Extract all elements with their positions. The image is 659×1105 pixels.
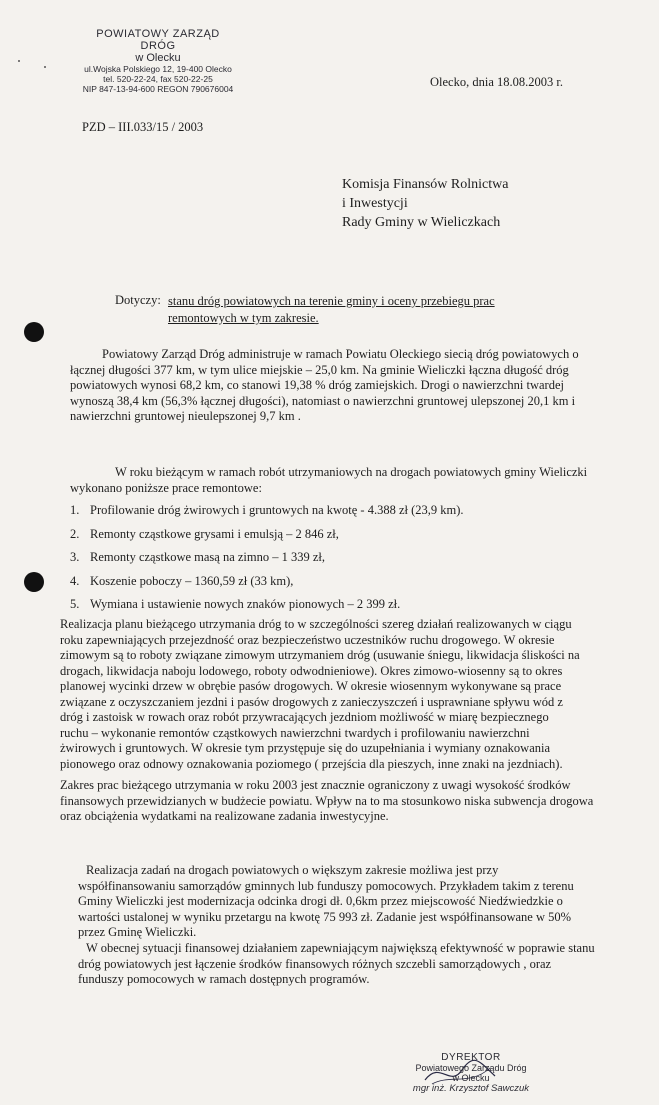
list-item: 4. Koszenie poboczy – 1360,59 zł (33 km), [70,573,294,588]
paper-speck [18,60,20,62]
recipient-line: Komisja Finansów Rolnictwa [342,177,509,192]
subject-text [168,293,548,327]
recipient-line: i Inwestycji [342,196,408,211]
paragraph: W roku bieżącym w ramach robót utrzymaniowych na drogach powiatowych gminy Wieliczki wykonano poniższe prace remontowe: [70,465,588,495]
stamp-line: ul.Wojska Polskiego 12, 19-400 Olecko [84,64,232,74]
letter-date: Olecko, dnia 18.08.2003 r. [430,75,563,89]
paragraph: Powiatowy Zarząd Dróg administruje w ramach Powiatu Oleckiego siecią dróg powiatowych o łącznej długości 377 km, w tym ulice miejskie – 25,0 km. Na gminie Wieliczki łączna długość dróg powiatowych wynosi 68,2 km, co stanowi 19,38 % dróg zamiejskich. Drogi o nawierzchni twardej wynoszą 38,4 km (56,3% łącznej długości), natomiast o nawierzchni gruntowej ulepszonej 20,1 km i nawierzchni gruntowej nieulepszonej 9,7 km . [70,347,579,423]
signature-line: DYREKTOR [441,1052,501,1063]
subject-line: remontowych w tym zakresie. [168,311,319,325]
punch-hole [24,322,44,342]
list-item: 5. Wymiana i ustawienie nowych znaków pionowych – 2 399 zł. [70,597,401,611]
signature-stamp [396,1052,546,1094]
paper-speck [44,66,46,68]
works-list [70,503,590,621]
stamp-line: POWIATOWY ZARZĄD DRÓG [96,28,220,52]
list-item: 1. Profilowanie dróg żwirowych i gruntowych na kwotę - 4.388 zł (23,9 km). [70,503,464,517]
paragraph: Zakres prac bieżącego utrzymania w roku 2003 jest znacznie ograniczony z uwagi wysokość środków finansowych przewidzianych w budżecie powiatu. Wpływ na to ma stosunkowo niska subwencja drogowa oraz obciążenia wydatkami na realizowane zadania inwestycyjne. [60,778,594,823]
list-item: 3. Remonty cząstkowe masą na zimno – 1 339 zł, [70,550,326,564]
subject-label: Dotyczy: [115,293,161,307]
recipient-line: Rady Gminy w Wieliczkach [342,215,501,230]
list-item: 2. Remonty cząstkowe grysami i emulsją – 2 846 zł, [70,526,339,541]
letterhead-stamp [78,28,238,94]
reference-number: PZD – III.033/15 / 2003 [82,120,204,134]
paragraph: Realizacja zadań na drogach powiatowych o większym zakresie możliwa jest przy współfinansowaniu samorządów gminnych lub funduszy pomocowych. Przykładem takim z terenu Gminy Wieliczki jest modernizacja odcinka drogi dł. 0,6km przez miejscowość Niedźwiedzkie o wartości ustalonej w wyniku przetargu na kwotę 75 993 zł. Zadanie jest współfinansowane w 50% przez Gminę Wieliczki. [78,863,574,939]
paragraph: W obecnej sytuacji finansowej działaniem zapewniającym największą efektywność w poprawie stanu dróg powiatowych jest łączenie środków finansowych różnych szczebli samorządowych , oraz funduszy pomocowych w ramach dostępnych programów. [78,941,595,986]
punch-hole [24,572,44,592]
stamp-line: w Olecku [135,52,181,64]
stamp-line: NIP 847-13-94-600 REGON 790676004 [82,84,234,94]
signature-line: mgr inż. Krzysztof Sawczuk [412,1083,530,1094]
subject-line: stanu dróg powiatowych na terenie gminy i oceny przebiegu prac [168,294,495,308]
stamp-line: tel. 520-22-24, fax 520-22-25 [103,74,213,84]
recipient-address [342,175,508,232]
signature-line: w Olecku [452,1073,490,1083]
paragraph: Realizacja planu bieżącego utrzymania dróg to w szczególności szereg działań realizowanych w ciągu roku zapewniających przejezdność oraz bezpieczeństwo uczestników ruchu drogowego. W okresie zimowym są to roboty związane zimowym utrzymaniem dróg (usuwanie śniegu, likwidacja śliskości na drogach, likwidacja naboju lodowego, roboty odwodnieniowe). Okres zimowo-wiosenny są to okres planowej wycinki drzew w obrębie pasów drogowych. W okresie wiosennym wykonywane są prace związane z oczyszczaniem jezdni i pasów drogowych z zanieczyszczeń i usprawniane spływu wód z dróg i zastoisk w rowach oraz robót przywracających jezdniom możliwość w miarę bezpiecznego ruchu – wykonanie remontów cząstkowych nawierzchni twardych i profilowaniu nawierzchni żwirowych i gruntowych. W okresie tym przystępuje się do uzupełniania i wymiany oznakowania pionowego oraz odnowy oznakowania poziomego ( przejścia dla pieszych, inne znaki na jezdniach). [60,617,580,771]
signature-line: Powiatowego Zarządu Dróg [415,1063,527,1073]
